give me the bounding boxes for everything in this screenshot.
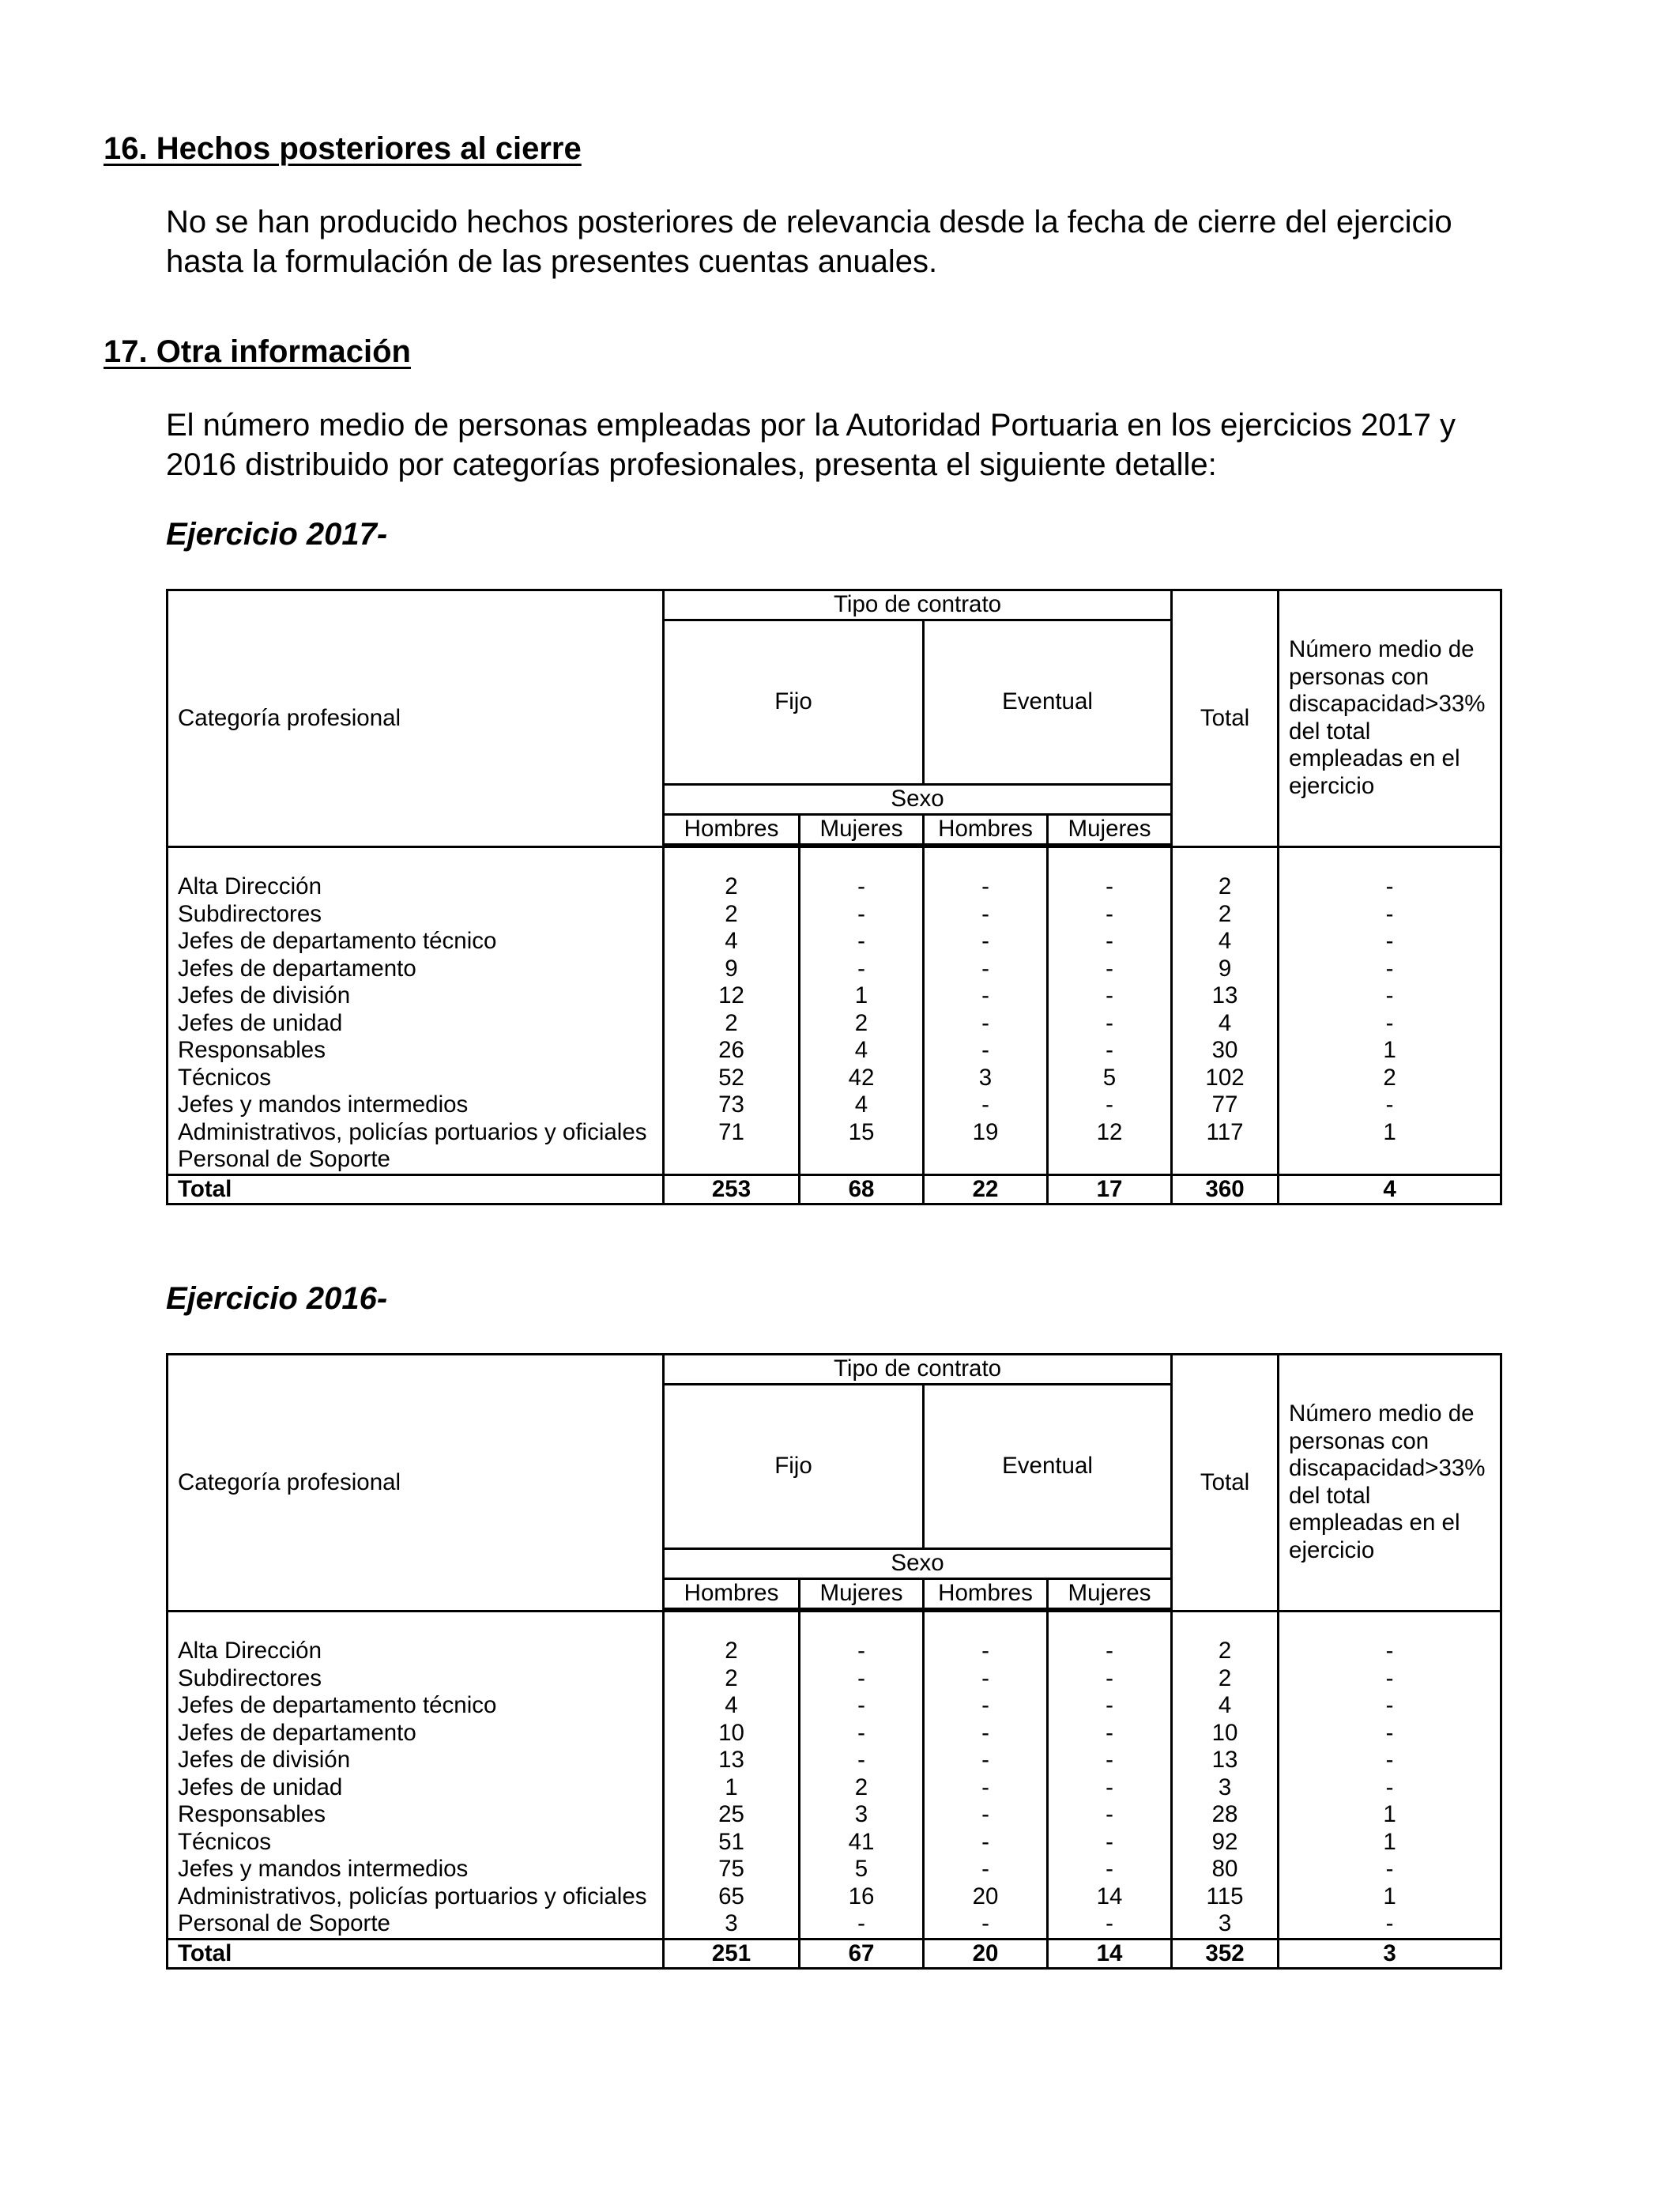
- table-row: [168, 1801, 1501, 1829]
- row-mujeres-eventual: 14: [1048, 1883, 1172, 1911]
- row-mujeres-eventual: -: [1048, 1910, 1172, 1939]
- table-row: [168, 901, 1501, 929]
- row-hombres-eventual: -: [924, 1747, 1048, 1774]
- table-row: [168, 1856, 1501, 1883]
- row-total: 13: [1172, 1747, 1279, 1774]
- row-category: Subdirectores: [168, 901, 664, 929]
- row-category: Administrativos, policías portuarios y oficiales: [168, 1883, 664, 1911]
- row-total: 4: [1172, 1010, 1279, 1038]
- row-category: Jefes de unidad: [168, 1774, 664, 1802]
- row-total: 2: [1172, 1665, 1279, 1693]
- row-hombres-eventual: -: [924, 1829, 1048, 1857]
- row-mujeres-eventual: -: [1048, 1829, 1172, 1857]
- row-hombres-eventual: 3: [924, 1065, 1048, 1092]
- row-hombres-fijo: 26: [664, 1037, 800, 1065]
- row-hombres-eventual: -: [924, 1856, 1048, 1883]
- row-hombres-eventual: -: [924, 1665, 1048, 1693]
- row-hombres-eventual: 19: [924, 1119, 1048, 1147]
- header-disc-5: empleadas en el: [1289, 745, 1460, 772]
- row-hombres-eventual: -: [924, 1037, 1048, 1065]
- header-disc-3: discapacidad>33%: [1289, 1455, 1486, 1482]
- row-hombres-fijo: 65: [664, 1883, 800, 1911]
- header-categoria: Categoría profesional: [178, 1468, 401, 1495]
- total-value: 17: [1048, 1174, 1172, 1204]
- header-disc-4: del total: [1289, 1482, 1371, 1509]
- row-hombres-fijo: 25: [664, 1801, 800, 1829]
- header-mujeres-eventual: Mujeres: [1048, 1578, 1172, 1608]
- table-row: [168, 1037, 1501, 1065]
- header-tipo: Tipo de contrato: [664, 1355, 1172, 1385]
- total-row: [168, 1174, 1501, 1204]
- row-total: 3: [1172, 1774, 1279, 1802]
- header-fijo: Fijo: [664, 1384, 924, 1548]
- header-fijo: Fijo: [664, 620, 924, 784]
- row-total: 2: [1172, 873, 1279, 901]
- total-value: 352: [1172, 1939, 1279, 1969]
- header-mujeres-fijo: Mujeres: [800, 814, 924, 844]
- row-total: 3: [1172, 1910, 1279, 1939]
- row-hombres-eventual: -: [924, 928, 1048, 956]
- row-mujeres-eventual: -: [1048, 956, 1172, 983]
- section-17-line-1: El número medio de personas empleadas por la Autoridad Portuaria en los ejercicios 2017 y: [166, 408, 1456, 443]
- row-total: 28: [1172, 1801, 1279, 1829]
- row-mujeres-fijo: -: [800, 1720, 924, 1747]
- row-total: 10: [1172, 1720, 1279, 1747]
- row-hombres-eventual: -: [924, 1091, 1048, 1119]
- row-category: Responsables: [168, 1037, 664, 1065]
- row-hombres-fijo: 71: [664, 1119, 800, 1147]
- row-total: 4: [1172, 928, 1279, 956]
- table-2016: [166, 1353, 1500, 1970]
- row-hombres-fijo: 13: [664, 1747, 800, 1774]
- row-hombres-fijo: 2: [664, 1638, 800, 1665]
- section-16-line-1: No se han producido hechos posteriores de relevancia desde la fecha de cierre del ejercicio: [166, 205, 1452, 239]
- row-hombres-fijo: 4: [664, 928, 800, 956]
- row-hombres-eventual: -: [924, 901, 1048, 929]
- row-mujeres-eventual: -: [1048, 928, 1172, 956]
- total-value: 4: [1279, 1174, 1501, 1204]
- row-mujeres-eventual: [1048, 1146, 1172, 1174]
- header-hombres-eventual: Hombres: [924, 1578, 1048, 1608]
- row-discapacidad: -: [1279, 1856, 1501, 1883]
- header-disc: [1279, 590, 1501, 847]
- row-mujeres-fijo: -: [800, 901, 924, 929]
- row-mujeres-fijo: 2: [800, 1010, 924, 1038]
- row-mujeres-fijo: 41: [800, 1829, 924, 1857]
- row-hombres-fijo: 1: [664, 1774, 800, 1802]
- row-mujeres-eventual: -: [1048, 1801, 1172, 1829]
- row-hombres-fijo: 73: [664, 1091, 800, 1119]
- row-mujeres-eventual: -: [1048, 1692, 1172, 1720]
- row-hombres-eventual: -: [924, 1010, 1048, 1038]
- header-disc-6: ejercicio: [1289, 772, 1375, 799]
- row-hombres-fijo: 75: [664, 1856, 800, 1883]
- section-17-line-2: 2016 distribuido por categorías profesionales, presenta el siguiente detalle:: [166, 447, 1217, 482]
- row-category: Jefes de departamento técnico: [168, 928, 664, 956]
- row-category: Subdirectores: [168, 1665, 664, 1693]
- header-hombres-fijo: Hombres: [664, 1578, 800, 1608]
- row-mujeres-eventual: -: [1048, 1010, 1172, 1038]
- row-hombres-fijo: 2: [664, 901, 800, 929]
- header-disc-3: discapacidad>33%: [1289, 691, 1486, 718]
- row-hombres-eventual: -: [924, 956, 1048, 983]
- row-mujeres-eventual: -: [1048, 901, 1172, 929]
- row-category: Técnicos: [168, 1065, 664, 1092]
- row-hombres-eventual: 20: [924, 1883, 1048, 1911]
- row-discapacidad: -: [1279, 1665, 1501, 1693]
- header-disc-1: Número medio de: [1289, 636, 1475, 663]
- row-discapacidad: 1: [1279, 1037, 1501, 1065]
- row-category: Responsables: [168, 1801, 664, 1829]
- row-mujeres-fijo: 4: [800, 1091, 924, 1119]
- total-value: 67: [800, 1939, 924, 1969]
- table-row: [168, 1638, 1501, 1665]
- row-hombres-eventual: -: [924, 873, 1048, 901]
- table-row: [168, 1010, 1501, 1038]
- header-eventual: Eventual: [924, 620, 1172, 784]
- total-label: Total: [168, 1174, 664, 1204]
- row-category: Jefes de departamento técnico: [168, 1692, 664, 1720]
- table-row: [168, 1665, 1501, 1693]
- row-hombres-eventual: -: [924, 1801, 1048, 1829]
- row-discapacidad: 1: [1279, 1801, 1501, 1829]
- row-category: Personal de Soporte: [168, 1146, 664, 1174]
- row-mujeres-eventual: -: [1048, 1665, 1172, 1693]
- row-mujeres-fijo: -: [800, 1638, 924, 1665]
- table-2017-title: Ejercicio 2017-: [166, 517, 388, 552]
- table-2017: [166, 589, 1500, 1205]
- header-cat-cell: [168, 590, 664, 847]
- row-mujeres-eventual: -: [1048, 1037, 1172, 1065]
- row-mujeres-fijo: 4: [800, 1037, 924, 1065]
- header-disc-1: Número medio de: [1289, 1400, 1475, 1427]
- total-value: 20: [924, 1939, 1048, 1969]
- row-hombres-fijo: 51: [664, 1829, 800, 1857]
- row-mujeres-fijo: -: [800, 1665, 924, 1693]
- total-value: 3: [1279, 1939, 1501, 1969]
- header-mujeres-fijo: Mujeres: [800, 1578, 924, 1608]
- row-mujeres-fijo: -: [800, 1692, 924, 1720]
- row-hombres-eventual: -: [924, 1910, 1048, 1939]
- row-category: Jefes y mandos intermedios: [168, 1091, 664, 1119]
- row-total: 4: [1172, 1692, 1279, 1720]
- row-mujeres-fijo: -: [800, 1910, 924, 1939]
- row-hombres-fijo: 2: [664, 1665, 800, 1693]
- row-mujeres-eventual: -: [1048, 1774, 1172, 1802]
- row-hombres-fijo: 10: [664, 1720, 800, 1747]
- row-total: 80: [1172, 1856, 1279, 1883]
- header-sexo: Sexo: [664, 784, 1172, 814]
- header-tipo: Tipo de contrato: [664, 590, 1172, 620]
- row-category: Técnicos: [168, 1829, 664, 1857]
- row-total: 2: [1172, 901, 1279, 929]
- header-total: Total: [1172, 1355, 1279, 1612]
- row-discapacidad: -: [1279, 1747, 1501, 1774]
- row-hombres-eventual: -: [924, 1692, 1048, 1720]
- row-mujeres-eventual: -: [1048, 1747, 1172, 1774]
- table-row: [168, 1091, 1501, 1119]
- row-hombres-eventual: -: [924, 1638, 1048, 1665]
- table-2016-title: Ejercicio 2016-: [166, 1281, 388, 1316]
- row-discapacidad: -: [1279, 901, 1501, 929]
- row-mujeres-fijo: -: [800, 928, 924, 956]
- row-total: 13: [1172, 982, 1279, 1010]
- header-sexo: Sexo: [664, 1548, 1172, 1578]
- row-total: [1172, 1146, 1279, 1174]
- table-row: [168, 1119, 1501, 1147]
- table-row: [168, 1747, 1501, 1774]
- t2017-grid: [166, 589, 1502, 1205]
- table-row: [168, 1692, 1501, 1720]
- table-row: [168, 1883, 1501, 1911]
- row-category: Jefes de unidad: [168, 1010, 664, 1038]
- row-mujeres-eventual: -: [1048, 1720, 1172, 1747]
- row-hombres-fijo: 52: [664, 1065, 800, 1092]
- header-cat-cell: [168, 1355, 664, 1612]
- total-value: 253: [664, 1174, 800, 1204]
- row-category: Alta Dirección: [168, 1638, 664, 1665]
- row-mujeres-fijo: 16: [800, 1883, 924, 1911]
- row-discapacidad: -: [1279, 956, 1501, 983]
- row-discapacidad: -: [1279, 1774, 1501, 1802]
- header-categoria: Categoría profesional: [178, 704, 401, 731]
- row-mujeres-eventual: -: [1048, 1638, 1172, 1665]
- row-hombres-fijo: 2: [664, 873, 800, 901]
- table-row: [168, 1065, 1501, 1092]
- row-mujeres-eventual: -: [1048, 873, 1172, 901]
- row-hombres-fijo: 3: [664, 1910, 800, 1939]
- section-16-line-2: hasta la formulación de las presentes cuentas anuales.: [166, 244, 938, 279]
- table-row: [168, 873, 1501, 901]
- header-disc-2: personas con: [1289, 1427, 1430, 1454]
- row-discapacidad: -: [1279, 1638, 1501, 1665]
- header-disc-4: del total: [1289, 718, 1371, 745]
- t2016-grid: [166, 1353, 1502, 1970]
- section-16-title: 16. Hechos posteriores al cierre: [104, 131, 582, 166]
- row-category: Jefes de división: [168, 982, 664, 1010]
- section-16-text: [166, 202, 1509, 281]
- row-mujeres-eventual: -: [1048, 1856, 1172, 1883]
- table-row: [168, 1910, 1501, 1939]
- row-category: Alta Dirección: [168, 873, 664, 901]
- row-mujeres-eventual: -: [1048, 1091, 1172, 1119]
- total-value: 22: [924, 1174, 1048, 1204]
- row-category: Jefes de división: [168, 1747, 664, 1774]
- row-discapacidad: [1279, 1146, 1501, 1174]
- header-mujeres-eventual: Mujeres: [1048, 814, 1172, 844]
- row-mujeres-fijo: 3: [800, 1801, 924, 1829]
- row-discapacidad: -: [1279, 1692, 1501, 1720]
- row-total: 92: [1172, 1829, 1279, 1857]
- row-discapacidad: -: [1279, 928, 1501, 956]
- section-17-text: [166, 405, 1509, 484]
- row-discapacidad: -: [1279, 1091, 1501, 1119]
- row-mujeres-fijo: 15: [800, 1119, 924, 1147]
- row-total: 9: [1172, 956, 1279, 983]
- row-discapacidad: -: [1279, 982, 1501, 1010]
- row-hombres-fijo: 12: [664, 982, 800, 1010]
- row-mujeres-fijo: [800, 1146, 924, 1174]
- table-row: [168, 1774, 1501, 1802]
- table-row: [168, 1146, 1501, 1174]
- row-hombres-eventual: [924, 1146, 1048, 1174]
- table-row: [168, 1829, 1501, 1857]
- row-discapacidad: 1: [1279, 1829, 1501, 1857]
- row-mujeres-eventual: -: [1048, 982, 1172, 1010]
- row-category: Jefes y mandos intermedios: [168, 1856, 664, 1883]
- total-row: [168, 1939, 1501, 1969]
- row-mujeres-fijo: -: [800, 1747, 924, 1774]
- row-total: 115: [1172, 1883, 1279, 1911]
- row-discapacidad: 1: [1279, 1119, 1501, 1147]
- row-total: 117: [1172, 1119, 1279, 1147]
- row-hombres-eventual: -: [924, 1720, 1048, 1747]
- row-discapacidad: -: [1279, 1720, 1501, 1747]
- header-disc-5: empleadas en el: [1289, 1510, 1460, 1536]
- row-hombres-fijo: 9: [664, 956, 800, 983]
- header-total: Total: [1172, 590, 1279, 847]
- table-row: [168, 956, 1501, 983]
- row-total: 77: [1172, 1091, 1279, 1119]
- row-mujeres-fijo: 1: [800, 982, 924, 1010]
- table-row: [168, 1720, 1501, 1747]
- row-hombres-eventual: -: [924, 982, 1048, 1010]
- row-discapacidad: -: [1279, 1010, 1501, 1038]
- row-mujeres-fijo: -: [800, 956, 924, 983]
- row-category: Jefes de departamento: [168, 956, 664, 983]
- row-mujeres-eventual: 5: [1048, 1065, 1172, 1092]
- section-17-title: 17. Otra información: [104, 334, 411, 369]
- row-category: Jefes de departamento: [168, 1720, 664, 1747]
- row-hombres-fijo: 2: [664, 1010, 800, 1038]
- total-label: Total: [168, 1939, 664, 1969]
- row-hombres-eventual: -: [924, 1774, 1048, 1802]
- row-hombres-fijo: 4: [664, 1692, 800, 1720]
- header-disc-6: ejercicio: [1289, 1536, 1375, 1563]
- header-hombres-fijo: Hombres: [664, 814, 800, 844]
- header-hombres-eventual: Hombres: [924, 814, 1048, 844]
- total-value: 360: [1172, 1174, 1279, 1204]
- row-discapacidad: 2: [1279, 1065, 1501, 1092]
- header-eventual: Eventual: [924, 1384, 1172, 1548]
- total-value: 251: [664, 1939, 800, 1969]
- row-category: Personal de Soporte: [168, 1910, 664, 1939]
- row-discapacidad: -: [1279, 1910, 1501, 1939]
- row-total: 30: [1172, 1037, 1279, 1065]
- row-discapacidad: -: [1279, 873, 1501, 901]
- row-category: Administrativos, policías portuarios y oficiales: [168, 1119, 664, 1147]
- row-mujeres-fijo: 42: [800, 1065, 924, 1092]
- row-total: 102: [1172, 1065, 1279, 1092]
- row-mujeres-fijo: 2: [800, 1774, 924, 1802]
- header-disc-2: personas con: [1289, 663, 1430, 690]
- row-mujeres-fijo: -: [800, 873, 924, 901]
- row-hombres-fijo: [664, 1146, 800, 1174]
- row-discapacidad: 1: [1279, 1883, 1501, 1911]
- row-total: 2: [1172, 1638, 1279, 1665]
- total-value: 14: [1048, 1939, 1172, 1969]
- table-row: [168, 928, 1501, 956]
- row-mujeres-eventual: 12: [1048, 1119, 1172, 1147]
- total-value: 68: [800, 1174, 924, 1204]
- table-row: [168, 982, 1501, 1010]
- row-mujeres-fijo: 5: [800, 1856, 924, 1883]
- header-disc: [1279, 1355, 1501, 1612]
